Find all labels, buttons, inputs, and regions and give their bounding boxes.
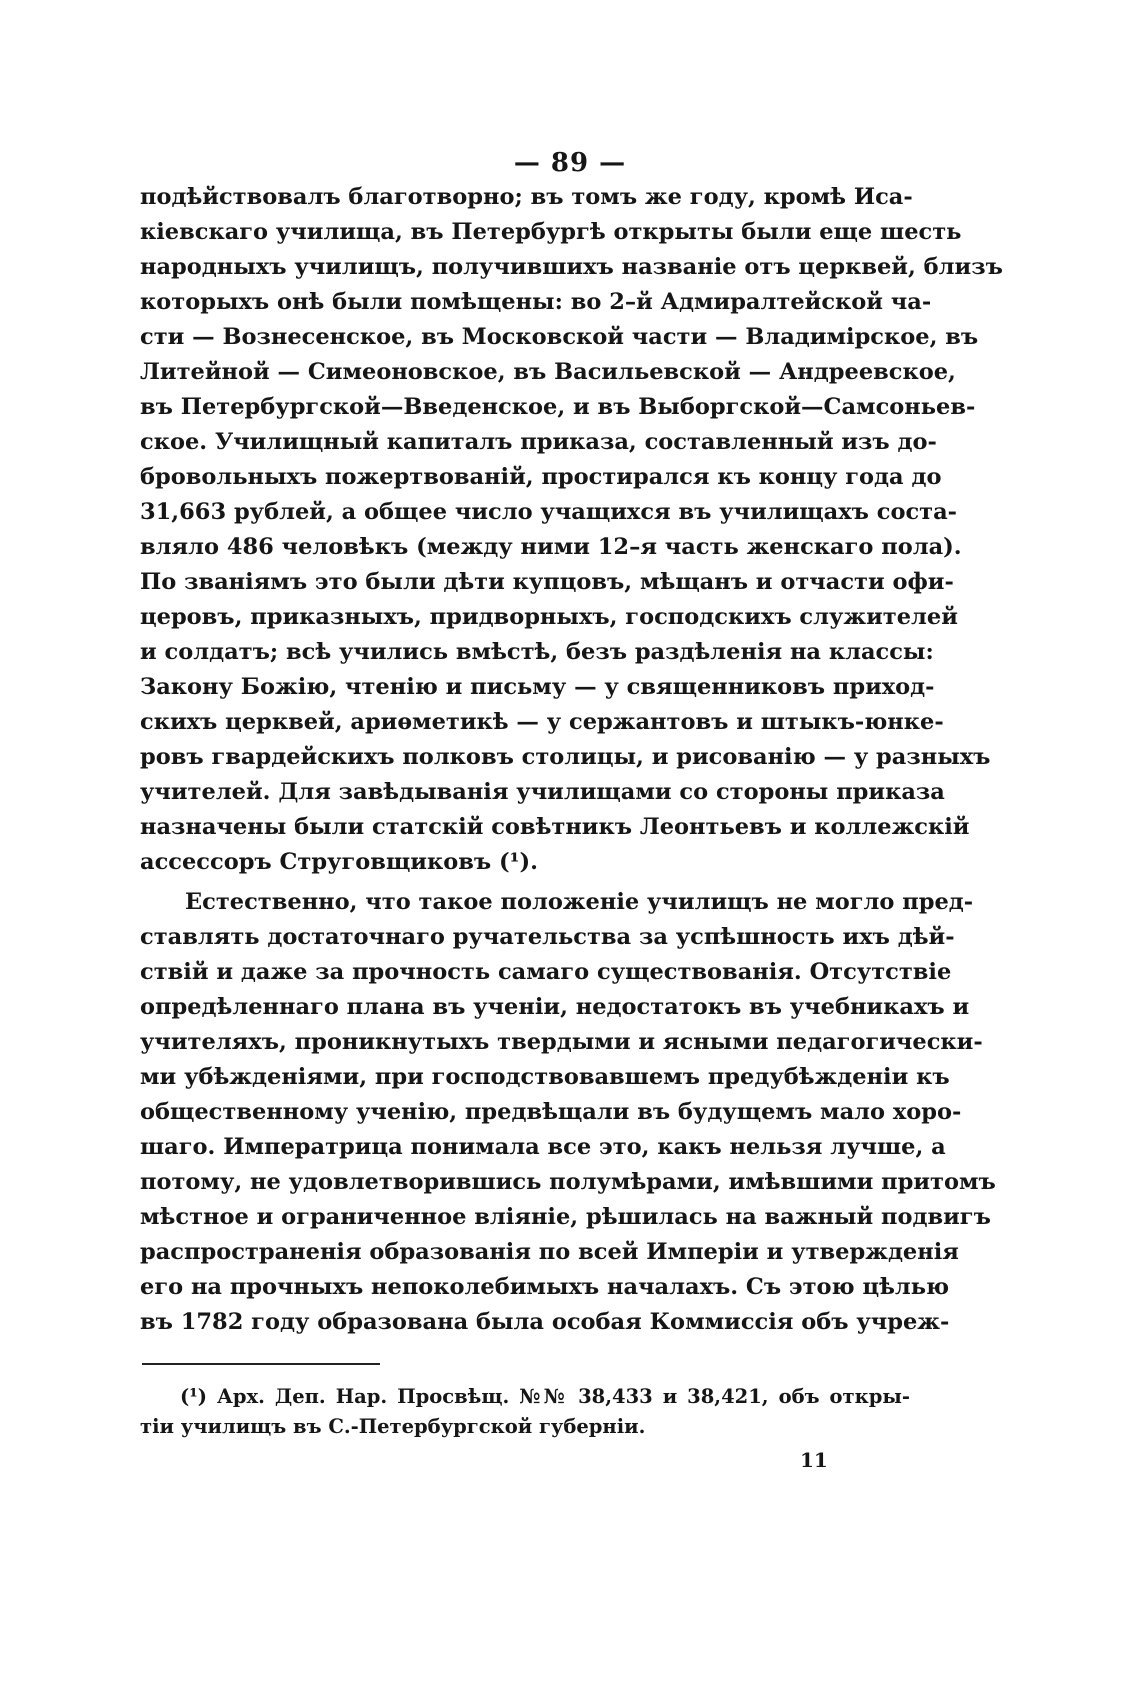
signature-mark: 11 xyxy=(800,1448,828,1472)
body-line: шаго. Императрица понимала все это, какъ нельзя лучше, а xyxy=(140,1134,946,1160)
body-line: сти — Вознесенское, въ Московской части — Владимірское, въ xyxy=(140,324,979,350)
body-line: его на прочныхъ непоколебимыхъ началахъ. Съ этою цѣлью xyxy=(140,1274,950,1300)
body-line: общественному ученію, предвѣщали въ будущемъ мало хоро- xyxy=(140,1099,962,1125)
body-line: Литейной — Симеоновское, въ Васильевской — Андреевское, xyxy=(140,359,956,385)
body-line: мѣстное и ограниченное вліяніе, рѣшилась на важный подвигъ xyxy=(140,1204,991,1230)
body-line: которыхъ онѣ были помѣщены: во 2–й Адмиралтейской ча- xyxy=(140,289,932,315)
body-line: подѣйствовалъ благотворно; въ томъ же году, кромѣ Иса- xyxy=(140,184,913,210)
body-line: ассессоръ Струговщиковъ (¹). xyxy=(140,849,538,875)
body-line: ровъ гвардейскихъ полковъ столицы, и рисованію — у разныхъ xyxy=(140,744,991,770)
footnote-line: тіи училищъ въ С.-Петербургской губерніи. xyxy=(140,1415,646,1438)
footnote-divider xyxy=(142,1363,380,1365)
page-number: — 89 — xyxy=(513,148,627,178)
body-line: кіевскаго училища, въ Петербургѣ открыты были еще шесть xyxy=(140,219,962,245)
body-line: Естественно, что такое положеніе училищъ не могло пред- xyxy=(185,889,974,915)
body-line: По званіямъ это были дѣти купцовъ, мѣщанъ и отчасти офи- xyxy=(140,569,954,595)
body-line: и солдатъ; всѣ учились вмѣстѣ, безъ раздѣленія на классы: xyxy=(140,639,934,665)
body-line: ское. Училищный капиталъ приказа, составленный изъ до- xyxy=(140,429,937,455)
body-line: учителей. Для завѣдыванія училищами со стороны приказа xyxy=(140,779,945,805)
body-line: народныхъ училищъ, получившихъ названіе отъ церквей, близъ xyxy=(140,254,1003,280)
body-line: церовъ, приказныхъ, придворныхъ, господскихъ служителей xyxy=(140,604,958,630)
body-line: ставлять достаточнаго ручательства за успѣшность ихъ дѣй- xyxy=(140,924,955,950)
body-line: учителяхъ, проникнутыхъ твердыми и ясными педагогически- xyxy=(140,1029,983,1055)
footnote xyxy=(140,1382,910,1442)
body-line: Закону Божію, чтенію и письму — у священниковъ приход- xyxy=(140,674,935,700)
body-line: скихъ церквей, ариѳметикѣ — у сержантовъ и штыкъ-юнке- xyxy=(140,709,944,735)
body-paragraph-2 xyxy=(140,885,996,1340)
body-paragraph-1 xyxy=(140,180,1003,880)
body-line: назначены были статскій совѣтникъ Леонтьевъ и коллежскій xyxy=(140,814,970,840)
body-line: потому, не удовлетворившись полумѣрами, имѣвшими притомъ xyxy=(140,1169,996,1195)
body-line: вляло 486 человѣкъ (между ними 12–я часть женскаго пола). xyxy=(140,534,962,560)
body-line: распространенія образованія по всей Имперіи и утвержденія xyxy=(140,1239,959,1265)
body-line: ми убѣжденіями, при господствовавшемъ предубѣжденіи къ xyxy=(140,1064,950,1090)
body-line: опредѣленнаго плана въ ученіи, недостатокъ въ учебникахъ и xyxy=(140,994,970,1020)
body-line: въ 1782 году образована была особая Коммиссія объ учреж- xyxy=(140,1309,950,1335)
body-line: бровольныхъ пожертвованій, простирался къ концу года до xyxy=(140,464,942,490)
body-line: въ Петербургской—Введенское, и въ Выборгской—Самсоньев- xyxy=(140,394,976,420)
body-line: 31,663 рублей, а общее число учащихся въ училищахъ соста- xyxy=(140,499,958,525)
footnote-line: (¹) Арх. Деп. Нар. Просвѣщ. №№ 38,433 и 38,421, объ откры- xyxy=(180,1385,910,1408)
body-line: ствій и даже за прочность самаго существованія. Отсутствіе xyxy=(140,959,952,985)
